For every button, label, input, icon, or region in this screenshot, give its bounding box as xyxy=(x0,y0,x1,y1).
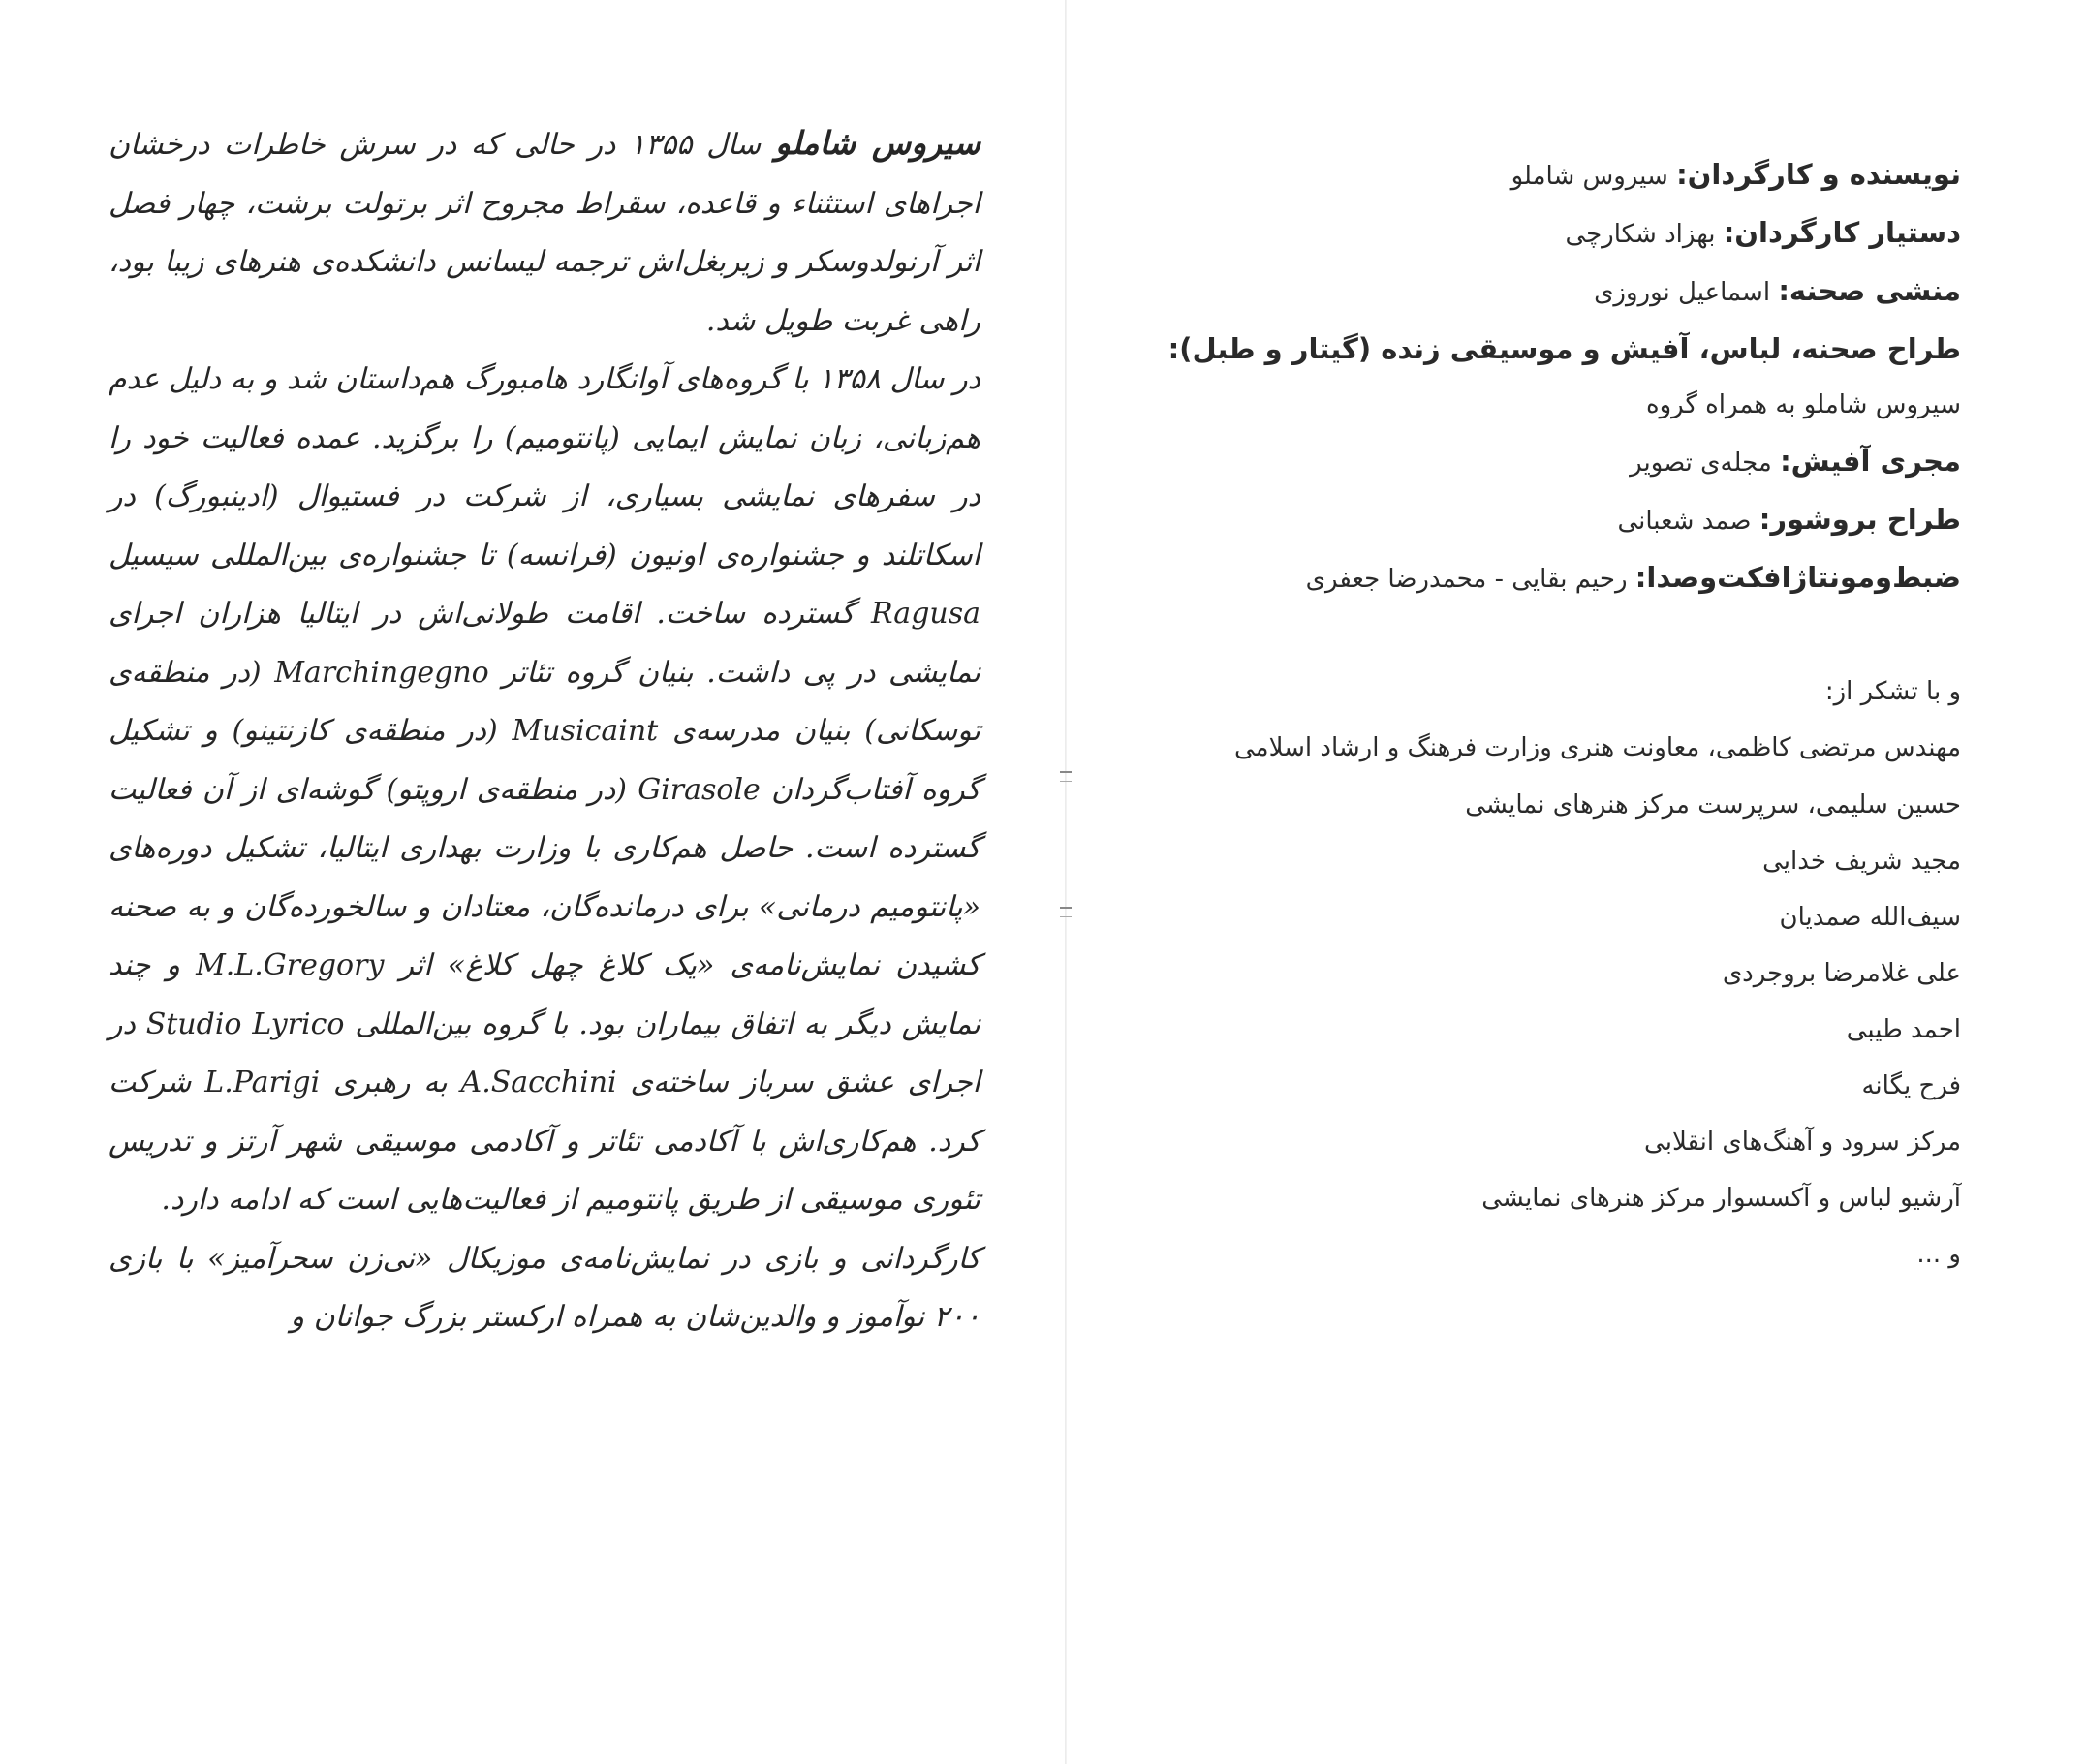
thanks-title: و با تشکر از: xyxy=(1824,677,1961,706)
credit-writer-director: نویسنده و کارگردان: سیروس شاملو xyxy=(1510,158,1961,191)
bio-paragraph-2: در سال ۱۳۵۸ با گروه‌های آوانگارد هامبورگ هم‌داستان شد و به دلیل عدم هم‌زبانی، زبان نمایش ایمایی (پانتومیم) را برگزید. عمده فعالیت خود را در سفرهای نمایشی بسیاری، از شرکت در فستیوال (ادینبورگ) در اسکاتلند و جشنواره‌ی اونیون (فرانسه) تا جشنواره‌ی بین‌المللی سیسیل Ragusa گسترده ساخت. اقامت طولانی‌اش در ایتالیا هزاران اجرای نمایشی در پی داشت. بنیان گروه تئاتر Marchingegno (در منطقه‌ی توسکانی) بنیان مدرسه‌ی Musicaint (در منطقه‌ی کازنتینو) و تشکیل گروه آفتاب‌گردان Girasole (در منطقه‌ی اروپتو) گوشه‌ای از آن فعالیت گسترده است. حاصل هم‌کاری با وزارت بهداری ایتالیا، تشکیل دوره‌های «پانتومیم درمانی» برای درمانده‌گان، معتادان و سالخورده‌گان و به صحنه کشیدن نمایش‌نامه‌ی «یک کلاغ چهل کلاغ» اثر M.L.Gregory و چند نمایش دیگر به اتفاق بیماران بود. با گروه بین‌المللی Studio Lyrico در اجرای عشق سرباز ساخته‌ی A.Sacchini به رهبری L.Parigi شرکت کرد. هم‌کاری‌اش با آکادمی تئاتر و آکادمی موسیقی شهر آرتز و تدریس تئوری موسیقی از طریق پانتومیم از فعالیت‌هایی است که ادامه دارد. xyxy=(109,362,981,1217)
credit-sound: ضبط‌ومونتاژ‌افکت‌وصدا: رحیم بقایی - محمدرضا جعفری xyxy=(1305,561,1961,594)
bio-paragraph-3: کارگردانی و بازی در نمایش‌نامه‌ی موزیکال «نی‌زن سحرآمیز» با بازی ۲۰۰ نوآموز و والدین‌شان به همراه ارکستر بزرگ جوانان و xyxy=(109,1241,980,1334)
list-item: فرح یگانه xyxy=(1861,1071,1961,1100)
bio-paragraph-1-text: سال ۱۳۵۵ در حالی که در سرش خاطرات درخشان اجراهای استثناء و قاعده، سقراط مجروح اثر برتولت برشت، چهار فصل اثر آرنولدوسکر و زیربغل‌اش ترجمه لیسانس دانشکده‌ی هنرهای زیبا بود، راهی غربت طویل شد. xyxy=(109,128,980,338)
credit-designer: طراح صحنه، لباس، آفیش و موسیقی زنده (گیتار و طبل): xyxy=(1167,332,1961,365)
list-item: احمد طیبی xyxy=(1846,1015,1961,1044)
bio-lead-name: سیروس شاملو xyxy=(774,124,980,162)
list-item: حسین سلیمی، سرپرست مرکز هنرهای نمایشی xyxy=(1465,790,1961,820)
list-item: مجید شریف خدایی xyxy=(1762,847,1961,876)
list-item: سیف‌الله صمدیان xyxy=(1779,903,1961,932)
credit-poster: مجری آفیش: مجله‌ی تصویر xyxy=(1630,445,1961,478)
biography-text xyxy=(109,114,980,1347)
list-item: مرکز سرود و آهنگ‌های انقلابی xyxy=(1644,1128,1961,1157)
list-item: آرشیو لباس و آکسسوار مرکز هنرهای نمایشی xyxy=(1481,1184,1961,1213)
credit-brochure: طراح بروشور: صمد شعبانی xyxy=(1617,503,1961,536)
bio-paragraph-1 xyxy=(109,114,980,351)
list-item: علی غلامرضا بروجردی xyxy=(1722,959,1961,988)
list-item: مهندس مرتضی کاظمی، معاونت هنری وزارت فرهنگ و ارشاد اسلامی xyxy=(1233,733,1961,762)
right-page xyxy=(1066,0,2085,1764)
credit-assistant-director: دستیار کارگردان: بهزاد شکارچی xyxy=(1565,216,1961,249)
credit-designer-value: سیروس شاملو به همراه گروه xyxy=(1645,390,1961,419)
list-item: و ... xyxy=(1916,1240,1961,1269)
thanks-section xyxy=(1089,663,1961,1283)
credits-block xyxy=(1089,145,1961,1283)
credit-stage-manager: منشی صحنه: اسماعیل نوروزی xyxy=(1594,274,1961,307)
